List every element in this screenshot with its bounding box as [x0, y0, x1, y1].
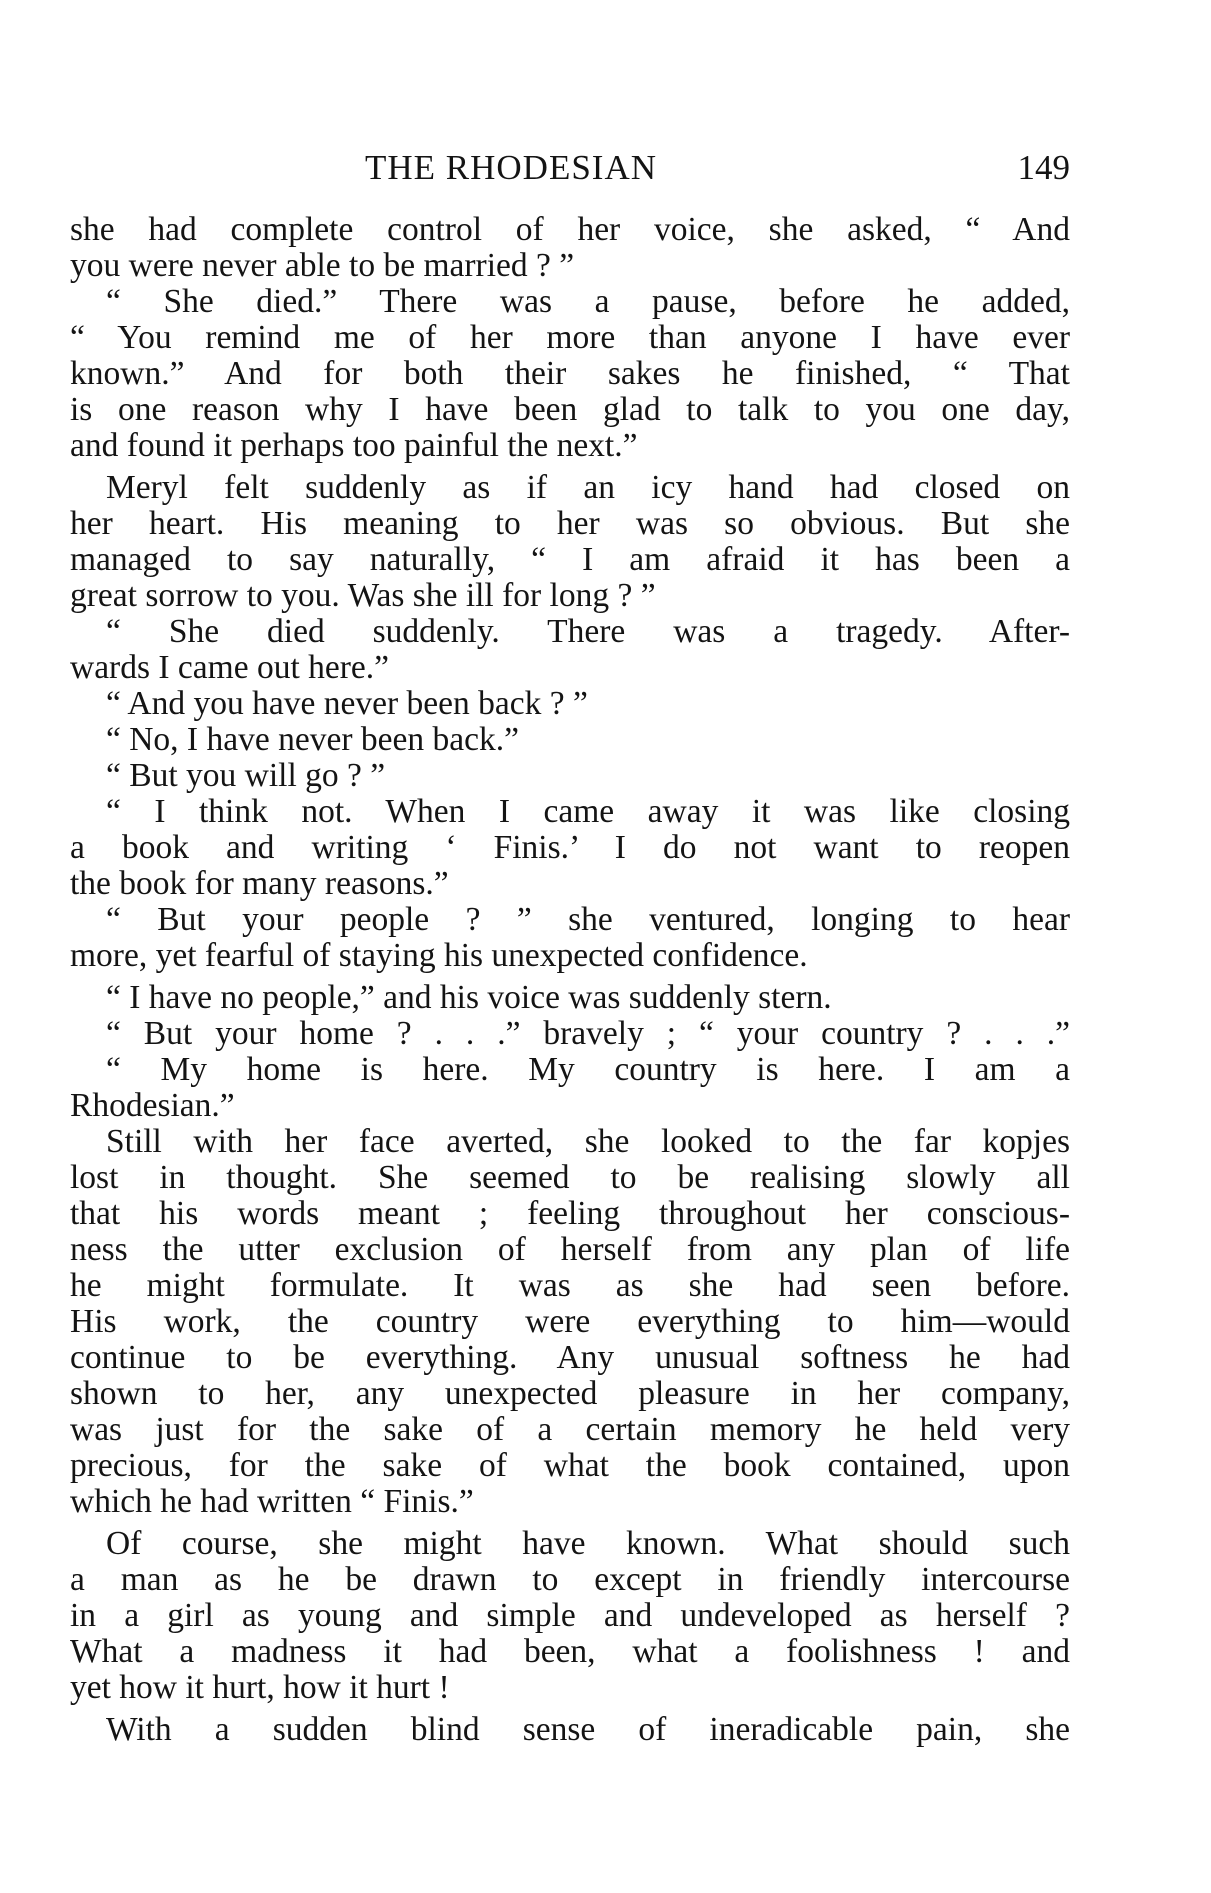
text-line: was just for the sake of a certain memory he held very	[70, 1412, 1070, 1448]
text-line: “ She died suddenly. There was a tragedy. After-	[106, 614, 1070, 650]
text-line: yet how it hurt, how it hurt !	[70, 1670, 450, 1706]
text-line: a book and writing ‘ Finis.’ I do not want to reopen	[70, 830, 1070, 866]
text-line: that his words meant ; feeling throughout her conscious-	[70, 1196, 1070, 1232]
text-line: and found it perhaps too painful the next.”	[70, 428, 638, 464]
text-line: great sorrow to you. Was she ill for long ? ”	[70, 578, 656, 614]
text-line: “ But you will go ? ”	[106, 758, 386, 794]
text-line: the book for many reasons.”	[70, 866, 449, 902]
page-header	[70, 146, 1070, 190]
text-line: her heart. His meaning to her was so obvious. But she	[70, 506, 1070, 542]
running-title: THE RHODESIAN	[365, 148, 658, 187]
text-line: continue to be everything. Any unusual softness he had	[70, 1340, 1070, 1376]
text-line: in a girl as young and simple and undeveloped as herself ?	[70, 1598, 1070, 1634]
text-line: With a sudden blind sense of ineradicable pain, she	[106, 1712, 1070, 1748]
text-line: “ She died.” There was a pause, before he added,	[106, 284, 1070, 320]
text-line: which he had written “ Finis.”	[70, 1484, 474, 1520]
text-line: she had complete control of her voice, she asked, “ And	[70, 212, 1070, 248]
text-line: wards I came out here.”	[70, 650, 390, 686]
text-line: Rhodesian.”	[70, 1088, 235, 1124]
text-line: Meryl felt suddenly as if an icy hand had closed on	[106, 470, 1070, 506]
text-line: Still with her face averted, she looked to the far kopjes	[106, 1124, 1070, 1160]
text-line: ness the utter exclusion of herself from any plan of life	[70, 1232, 1070, 1268]
text-line: managed to say naturally, “ I am afraid it has been a	[70, 542, 1070, 578]
text-line: he might formulate. It was as she had seen before.	[70, 1268, 1070, 1304]
text-line: known.” And for both their sakes he finished, “ That	[70, 356, 1070, 392]
text-line: you were never able to be married ? ”	[70, 248, 575, 284]
text-line: What a madness it had been, what a foolishness ! and	[70, 1634, 1070, 1670]
page-number: 149	[1017, 148, 1070, 187]
text-line: “ But your home ? . . .” bravely ; “ your country ? . . .”	[106, 1016, 1070, 1052]
text-line: Of course, she might have known. What should such	[106, 1526, 1070, 1562]
text-line: a man as he be drawn to except in friendly intercourse	[70, 1562, 1070, 1598]
text-line: “ No, I have never been back.”	[106, 722, 519, 758]
text-line: “ I think not. When I came away it was like closing	[106, 794, 1070, 830]
text-line: “ You remind me of her more than anyone I have ever	[70, 320, 1070, 356]
text-line: shown to her, any unexpected pleasure in her company,	[70, 1376, 1070, 1412]
text-line: “ My home is here. My country is here. I am a	[106, 1052, 1070, 1088]
text-line: “ I have no people,” and his voice was suddenly stern.	[106, 980, 832, 1016]
text-line: His work, the country were everything to him—would	[70, 1304, 1070, 1340]
text-line: more, yet fearful of staying his unexpected confidence.	[70, 938, 808, 974]
text-line: is one reason why I have been glad to talk to you one day,	[70, 392, 1070, 428]
body-text	[70, 212, 1070, 1748]
text-line: lost in thought. She seemed to be realising slowly all	[70, 1160, 1070, 1196]
text-line: “ But your people ? ” she ventured, longing to hear	[106, 902, 1070, 938]
text-line: “ And you have never been back ? ”	[106, 686, 588, 722]
text-line: precious, for the sake of what the book contained, upon	[70, 1448, 1070, 1484]
